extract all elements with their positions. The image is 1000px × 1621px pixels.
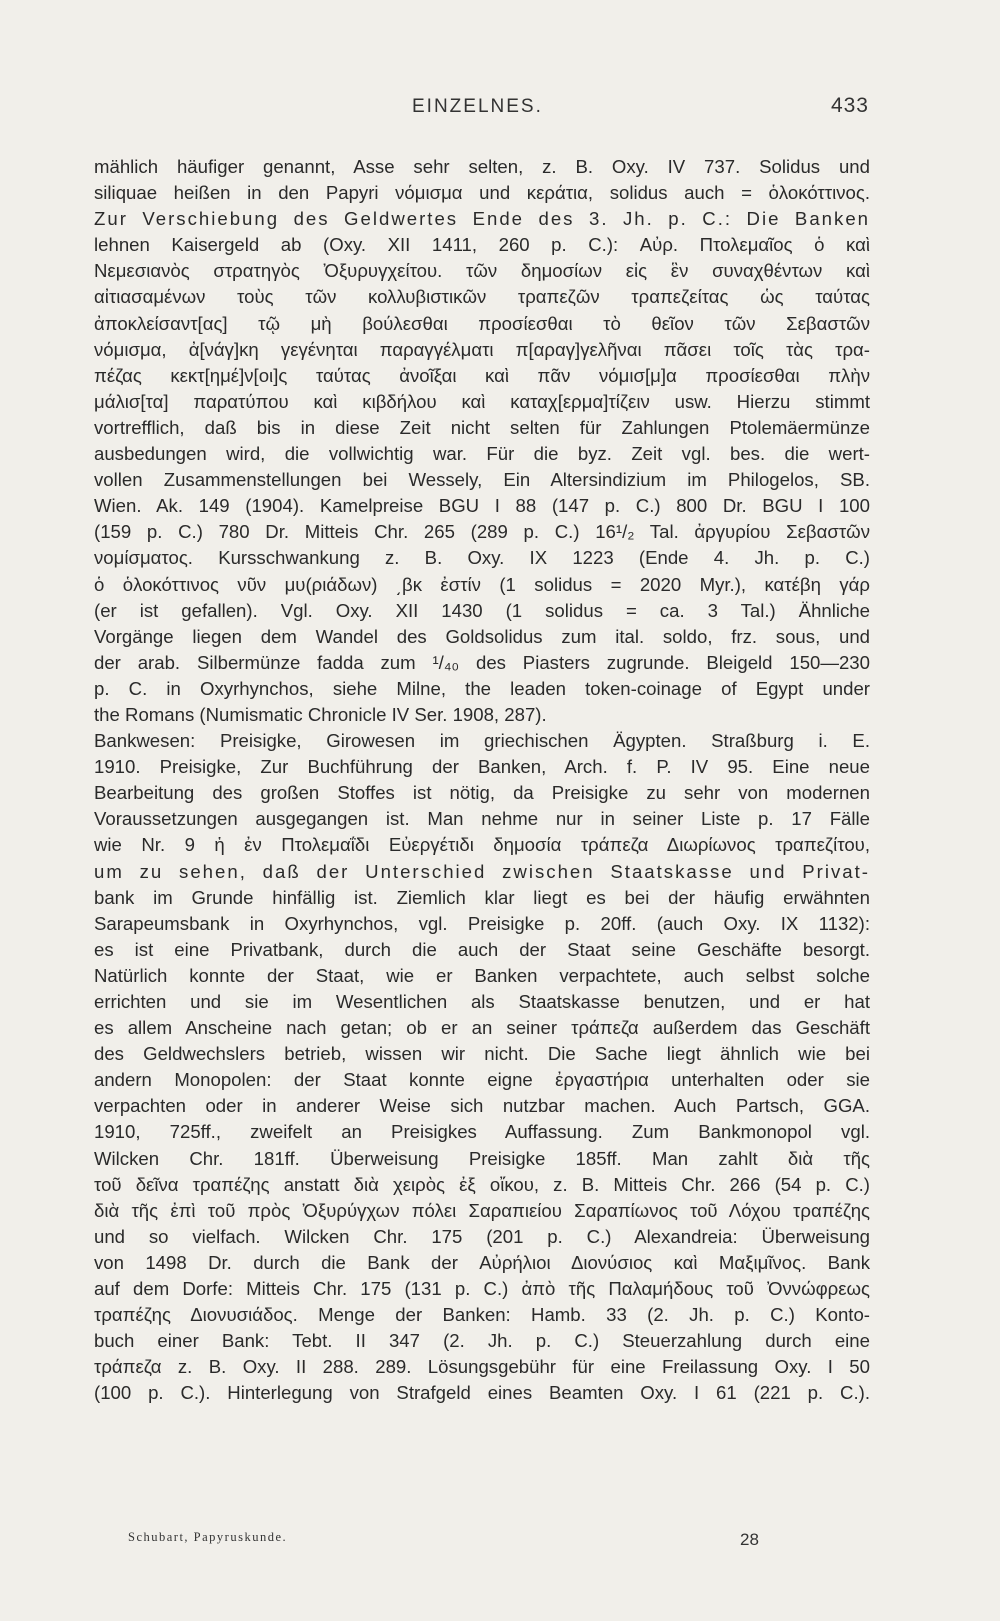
text-line: vortrefflich, daß bis in diese Zeit nicht selten für Zahlungen Ptolemäermünze bbox=[94, 416, 870, 438]
text-line: Natürlich konnte der Staat, wie er Banken verpachtete, auch selbst solche bbox=[94, 964, 870, 986]
text-line: es ist eine Privatbank, durch die auch der Staat seine Geschäfte besorgt. bbox=[94, 938, 870, 960]
text-line: ausbedungen wird, die vollwichtig war. Für die byz. Zeit vgl. bes. die wert- bbox=[94, 443, 870, 465]
text-line: ἀποκλείσαντ[ας] τῷ μὴ βούλεσθαι προσίεσθαι τὸ θεῖον τῶν Σεβαστῶν bbox=[94, 312, 870, 334]
sheet-number: 28 bbox=[740, 1530, 759, 1549]
text-line: Sarapeumsbank in Oxyrhynchos, vgl. Preisigke p. 20ff. (auch Oxy. IX 1132): bbox=[94, 912, 870, 934]
text-line: Vorgänge liegen dem Wandel des Goldsolidus zum ital. soldo, frz. sous, und bbox=[94, 625, 870, 647]
text-line: andern Monopolen: der Staat konnte eigne ἐργαστήρια unterhalten oder sie bbox=[94, 1069, 870, 1091]
text-line: es allem Anscheine nach getan; ob er an seiner τράπεζα außerdem das Geschäft bbox=[94, 1017, 870, 1039]
body-text bbox=[94, 154, 870, 1433]
text-line: lehnen Kaisergeld ab (Oxy. XII 1411, 260 p. C.): Αὐρ. Πτολεμαῖος ὁ καὶ bbox=[94, 234, 870, 256]
text-line: τραπέζης Διονυσιάδος. Menge der Banken: Hamb. 33 (2. Jh. p. C.) Konto- bbox=[94, 1304, 870, 1326]
text-line: vollen Zusammenstellungen bei Wessely, Ein Altersindizium im Philogelos, SB. bbox=[94, 469, 870, 491]
text-line: p. C. in Oxyrhynchos, siehe Milne, the leaden token-coinage of Egypt under bbox=[94, 677, 870, 699]
text-line: Wilcken Chr. 181ff. Überweisung Preisigke 185ff. Man zahlt διὰ τῆς bbox=[94, 1147, 870, 1169]
text-line: Zur Verschiebung des Geldwertes Ende des 3. Jh. p. C.: Die Banken bbox=[94, 208, 870, 230]
text-line: μάλισ[τα] παρατύπου καὶ κιβδήλου καὶ καταχ[ερμα]τίζειν usw. Hierzu stimmt bbox=[94, 390, 870, 412]
text-line: τοῦ δεῖνα τραπέζης anstatt διὰ χειρὸς ἐξ οἴκου, z. B. Mitteis Chr. 266 (54 p. C.) bbox=[94, 1173, 870, 1195]
text-line: the Romans (Numismatic Chronicle IV Ser. 1908, 287). bbox=[94, 703, 547, 725]
text-line: αἰτιασαμένων τοὺς τῶν κολλυβιστικῶν τραπεζῶν τραπεζείτας ὡς ταύτας bbox=[94, 286, 870, 308]
text-line: τράπεζα z. B. Oxy. II 288. 289. Lösungsgebühr für eine Freilassung Oxy. I 50 bbox=[94, 1356, 870, 1378]
text-line: bank im Grunde hinfällig ist. Ziemlich klar liegt es bei der häufig erwähnten bbox=[94, 886, 870, 908]
page-number: 433 bbox=[830, 94, 869, 117]
text-line: (100 p. C.). Hinterlegung von Strafgeld eines Beamten Oxy. I 61 (221 p. C.). bbox=[94, 1382, 870, 1404]
text-line: siliquae heißen in den Papyri νόμισμα und κεράτια, solidus auch = ὁλοκόττινος. bbox=[94, 182, 870, 204]
text-line: verpachten oder in anderer Weise sich nutzbar machen. Auch Partsch, GGA. bbox=[94, 1095, 870, 1117]
text-line: 1910. Preisigke, Zur Buchführung der Banken, Arch. f. P. IV 95. Eine neue bbox=[94, 756, 870, 778]
text-line: 1910, 725ff., zweifelt an Preisigkes Auffassung. Zum Bankmonopol vgl. bbox=[94, 1121, 870, 1143]
text-line bbox=[94, 1407, 870, 1433]
text-line: auf dem Dorfe: Mitteis Chr. 175 (131 p. C.) ἀπὸ τῆς Παλαμήδους τοῦ Ὀννώφρεως bbox=[94, 1278, 870, 1300]
text-line: von 1498 Dr. durch die Bank der Αὐρήλιοι Διονύσιος καὶ Μαξιμῖνος. Bank bbox=[94, 1251, 870, 1273]
text-line: πέζας κεκτ[ημέ]ν[οι]ς ταύτας ἀνοῖξαι καὶ πᾶν νόμισ[μ]α προσίεσθαι πλὴν bbox=[94, 364, 870, 386]
text-line: νόμισμα, ἀ[νάγ]κη γεγένηται παραγγέλματι π[αραγ]γελῆναι πᾶσει τοῖς τὰς τρα- bbox=[94, 338, 870, 360]
text-line: wie Nr. 9 ἡ ἐν Πτολεμαΐδι Εὐεργέτιδι δημοσία τράπεζα Διωρίωνος τραπεζίτου, bbox=[94, 834, 870, 856]
signature-line: Schubart, Papyruskunde. bbox=[128, 1530, 288, 1544]
text-line: (er ist gefallen). Vgl. Oxy. XII 1430 (1 solidus = ca. 3 Tal.) Ähnliche bbox=[94, 599, 870, 621]
text-line: buch einer Bank: Tebt. II 347 (2. Jh. p. C.) Steuerzahlung durch eine bbox=[94, 1330, 870, 1352]
text-line: Voraussetzungen ausgegangen ist. Man nehme nur in seiner Liste p. 17 Fälle bbox=[94, 808, 870, 830]
text-line: und so vielfach. Wilcken Chr. 175 (201 p. C.) Alexandreia: Überweisung bbox=[94, 1225, 870, 1247]
text-line: des Geldwechslers betrieb, wissen wir nicht. Die Sache liegt ähnlich wie bei bbox=[94, 1043, 870, 1065]
text-line: um zu sehen, daß der Unterschied zwischen Staatskasse und Privat- bbox=[94, 860, 870, 882]
text-line: ὁ ὁλοκόττινος νῦν μυ(ριάδων) ͵βκ ἐστίν (1 solidus = 2020 Myr.), κατέβη γάρ bbox=[94, 573, 870, 595]
text-line: διὰ τῆς ἐπὶ τοῦ πρὸς Ὀξυρύγχων πόλει Σαραπιείου Σαραπίωνος τοῦ Λόχου τραπέζης bbox=[94, 1199, 870, 1221]
text-line: der arab. Silbermünze fadda zum ¹/₄₀ des Piasters zugrunde. Bleigeld 150—230 bbox=[94, 651, 870, 673]
text-line: Νεμεσιανὸς στρατηγὸς Ὀξυρυγχείτου. τῶν δημοσίων εἰς ἓν συναχθέντων καὶ bbox=[94, 260, 870, 282]
text-line: νομίσματος. Kursschwankung z. B. Oxy. IX 1223 (Ende 4. Jh. p. C.) bbox=[94, 547, 870, 569]
text-line: errichten und sie im Wesentlichen als Staatskasse benutzen, und er hat bbox=[94, 991, 870, 1012]
text-line: Bankwesen: Preisigke, Girowesen im griechischen Ägypten. Straßburg i. E. bbox=[94, 730, 870, 752]
text-line: Bearbeitung des großen Stoffes ist nötig, da Preisigke zu sehr von modernen bbox=[94, 782, 870, 804]
running-head: EINZELNES. bbox=[412, 96, 543, 117]
text-line: mählich häufiger genannt, Asse sehr selten, z. B. Oxy. IV 737. Solidus und bbox=[94, 156, 870, 177]
text-line: Wien. Ak. 149 (1904). Kamelpreise BGU I 88 (147 p. C.) 800 Dr. BGU I 100 bbox=[94, 495, 870, 517]
text-line: (159 p. C.) 780 Dr. Mitteis Chr. 265 (289 p. C.) 16¹/₂ Tal. ἀργυρίου Σεβαστῶν bbox=[94, 521, 870, 543]
